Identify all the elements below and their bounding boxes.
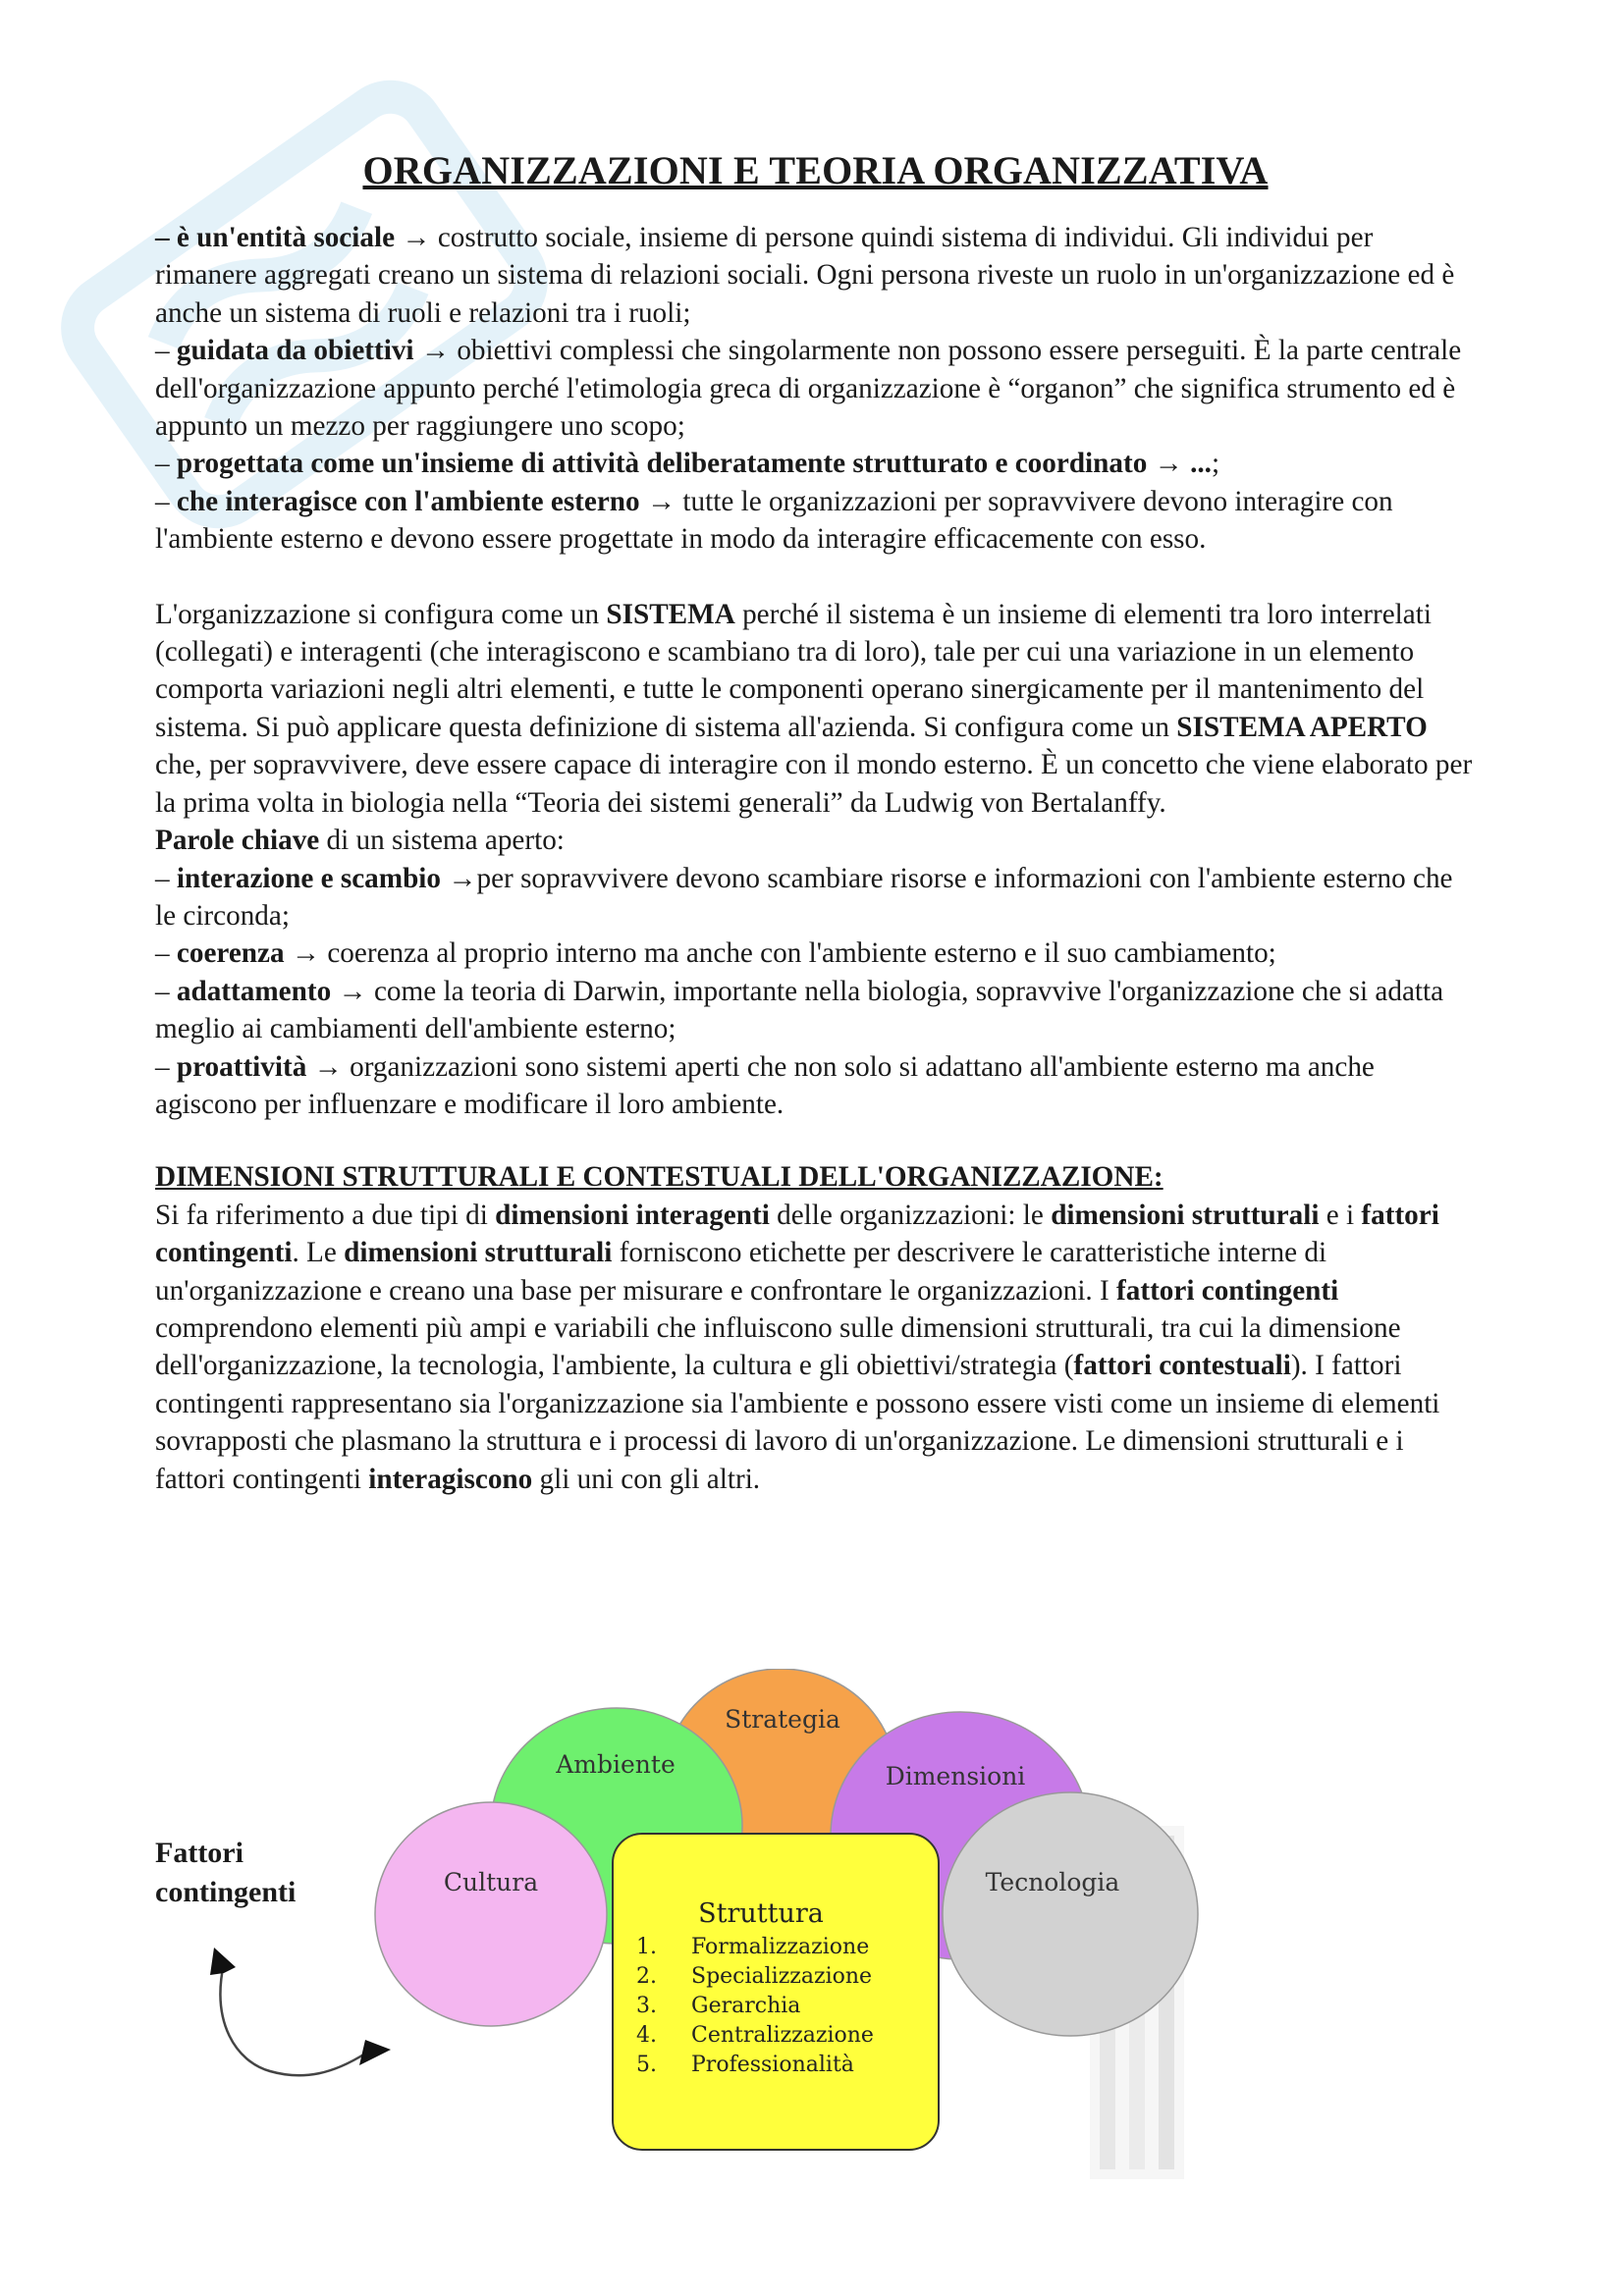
keyword-item: – coerenza → coerenza al proprio interno ma anche con l'ambiente esterno e il suo cambiamento; xyxy=(155,937,1276,970)
struttura-item-label: Centralizzazione xyxy=(691,2023,874,2048)
keyword-item: – adattamento → come la teoria di Darwin, importante nella biologia, sopravvive l'organizzazione che si adatta meglio ai cambiamenti dell'ambiente esterno; xyxy=(155,975,1444,1045)
definition-list xyxy=(155,219,1476,559)
definition-item: – progettata come un'insieme di attività deliberatamente strutturato e coordinato → ...; xyxy=(155,448,1220,480)
definition-item: – è un'entità sociale → costrutto sociale, insieme di persone quindi sistema di individui. Gli individui per rimanere aggregati creano un sistema di relazioni sociali. Ogni persona riveste un ruolo in un'organizzazione ed è anche un sistema di ruoli e relazioni tra i ruoli; xyxy=(155,222,1455,329)
label-dimensioni: Dimensioni xyxy=(885,1762,1026,1790)
struttura-item-label: Professionalità xyxy=(691,2053,854,2077)
struttura-item-num: 5. xyxy=(636,2053,657,2077)
circle-cultura xyxy=(375,1802,607,2026)
struttura-item-num: 2. xyxy=(636,1964,657,1989)
organization-diagram xyxy=(0,1669,1623,2218)
struttura-item-num: 4. xyxy=(636,2023,657,2048)
struttura-item-label: Formalizzazione xyxy=(691,1935,870,1959)
dimensions-paragraph: Si fa riferimento a due tipi di dimensioni interagenti delle organizzazioni: le dimensioni strutturali e i fattori contingenti. Le dimensioni strutturali forniscono etichette per descrivere le caratteristiche interne di un'organizzazione e creano una base per misurare e confrontare le organizzazioni. I fattori contingenti comprendono elementi più ampi e variabili che influiscono sulle dimensioni strutturali, tra cui la dimensione dell'organizzazione, la tecnologia, l'ambiente, la cultura e gli obiettivi/strategia (fattori contestuali). I fattori contingenti rappresentano sia l'organizzazione sia l'ambiente e possono essere visti come un insieme di elementi sovrapposti che plasmano la struttura e i processi di lavoro di un'organizzazione. Le dimensioni strutturali e i fattori contingenti interagiscono gli uni con gli altri. xyxy=(155,1199,1440,1495)
struttura-box xyxy=(613,1834,939,2150)
document-page xyxy=(155,147,1476,1498)
side-label-fattori-contingenti: Fattori contingenti xyxy=(155,1837,297,1908)
keywords-intro: Parole chiave di un sistema aperto: xyxy=(155,825,565,857)
section-heading: DIMENSIONI STRUTTURALI E CONTESTUALI DELL'ORGANIZZAZIONE: xyxy=(155,1161,1163,1194)
struttura-item-num: 3. xyxy=(636,1994,657,2018)
definition-item: – guidata da obiettivi → obiettivi complessi che singolarmente non possono essere perseguiti. È la parte centrale dell'organizzazione appunto perché l'etimologia greca di organizzazione è “organon” che significa strumento ed è appunto un mezzo per raggiungere uno scopo; xyxy=(155,335,1462,443)
keyword-item: – interazione e scambio →per sopravvivere devono scambiare risorse e informazioni con l'ambiente esterno che le circonda; xyxy=(155,862,1453,932)
definition-item: – che interagisce con l'ambiente esterno → tutte le organizzazioni per sopravvivere devono interagire con l'ambiente esterno e devono essere progettate in modo da interagire efficacemente con esso. xyxy=(155,485,1393,556)
label-tecnologia: Tecnologia xyxy=(985,1868,1120,1896)
dimensions-section xyxy=(155,1197,1476,1498)
struttura-item-label: Specializzazione xyxy=(691,1964,873,1989)
document-title: ORGANIZZAZIONI E TEORIA ORGANIZZATIVA xyxy=(362,148,1269,192)
system-section xyxy=(155,596,1476,1124)
label-cultura: Cultura xyxy=(443,1868,539,1896)
circle-tecnologia xyxy=(943,1792,1198,2036)
label-strategia: Strategia xyxy=(725,1705,840,1734)
system-paragraph: L'organizzazione si configura come un SISTEMA perché il sistema è un insieme di elementi tra loro interrelati (collegati) e interagenti (che interagiscono e scambiano tra di loro), tale per cui una variazione in un elemento comporta variazioni negli altri elementi, e tutte le componenti operano sinergicamente per il mantenimento del sistema. Si può applicare questa definizione di sistema all'azienda. Si configura come un SISTEMA APERTO che, per sopravvivere, deve essere capace di interagire con il mondo esterno. È un concetto che viene elaborato per la prima volta in biologia nella “Teoria dei sistemi generali” da Ludwig von Bertalanffy. xyxy=(155,598,1473,819)
curved-arrow-icon xyxy=(210,1948,391,2075)
label-ambiente: Ambiente xyxy=(556,1750,676,1779)
struttura-title: Struttura xyxy=(698,1898,824,1929)
struttura-item-num: 1. xyxy=(636,1935,657,1959)
keyword-item: – proattività → organizzazioni sono sistemi aperti che non solo si adattano all'ambiente esterno ma anche agiscono per influenzare e modificare il loro ambiente. xyxy=(155,1050,1375,1120)
struttura-item-label: Gerarchia xyxy=(691,1994,801,2018)
